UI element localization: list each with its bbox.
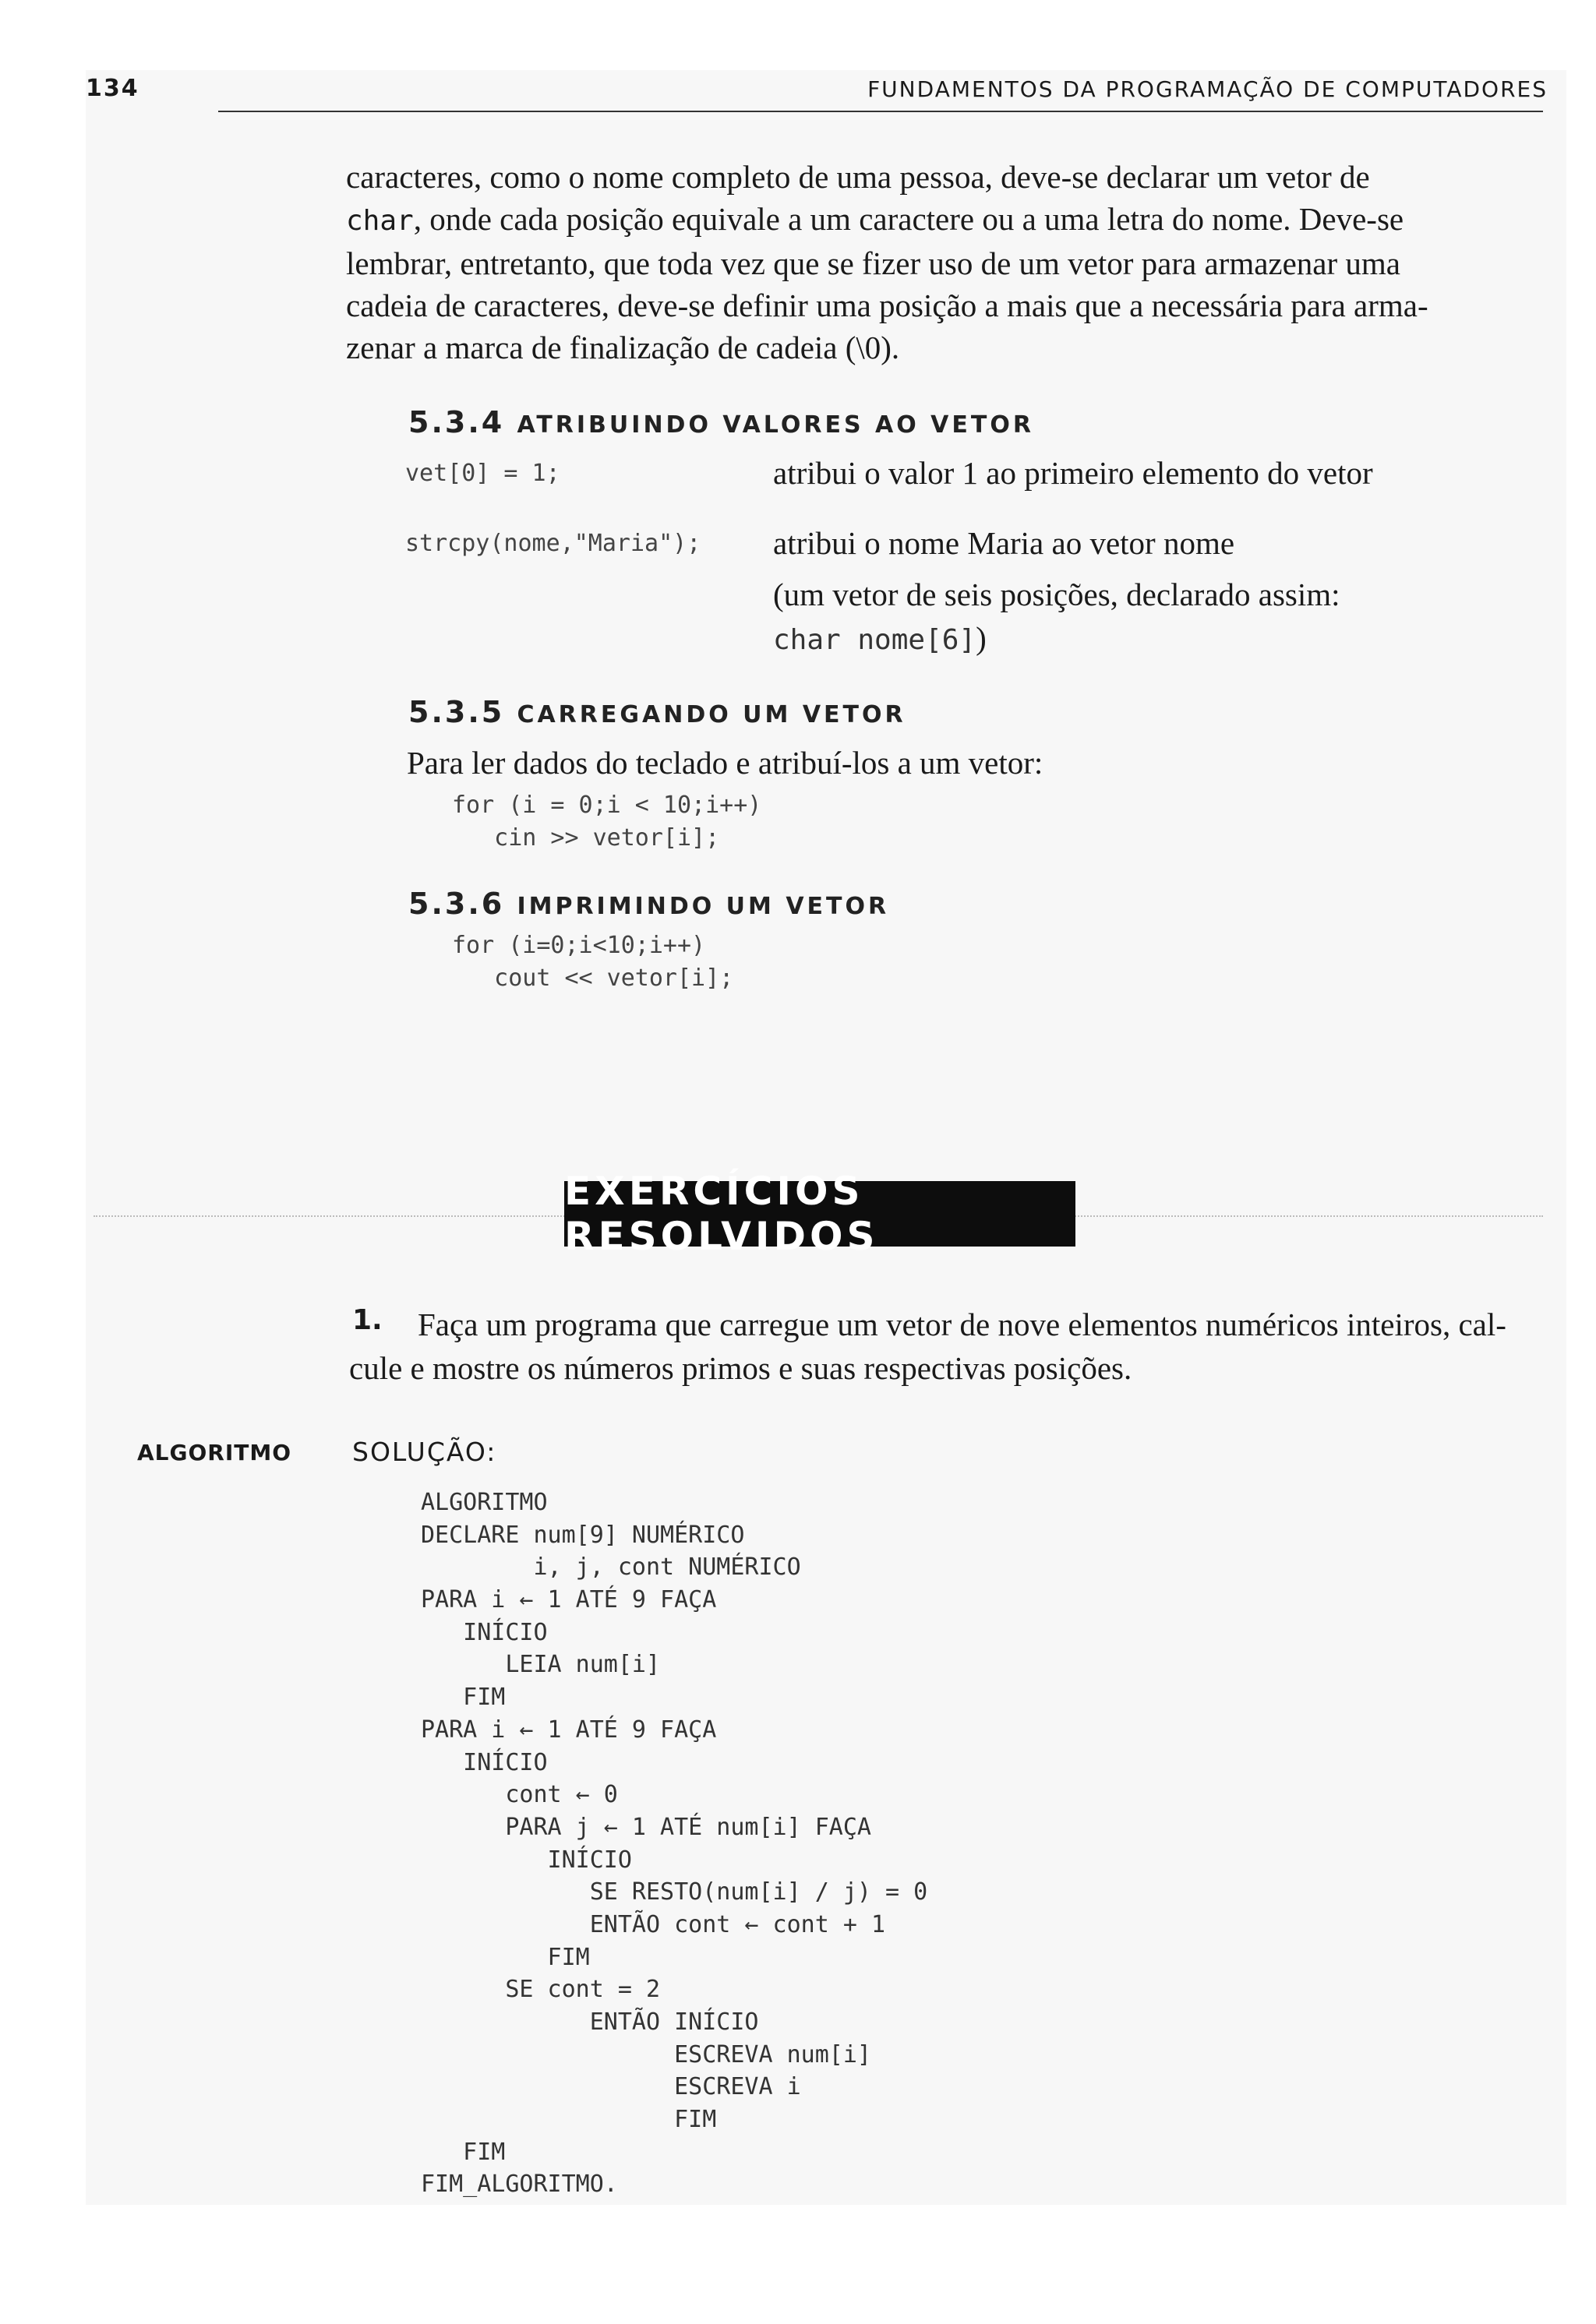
algorithm-line: FIM — [421, 1684, 506, 1712]
code-description: (um vetor de seis posições, declarado assim: — [773, 577, 1340, 612]
code-snippet: cin >> vetor[i]; — [452, 824, 720, 852]
solution-label: SOLUÇÃO: — [352, 1437, 497, 1467]
intro-line: char, onde cada posição equivale a um caractere ou a uma letra do nome. Deve-se — [346, 201, 1404, 237]
code-description: char nome[6]) — [773, 620, 987, 656]
exercise-number: 1. — [352, 1304, 383, 1336]
algorithm-line: SE cont = 2 — [421, 1976, 661, 2004]
algorithm-line: i, j, cont NUMÉRICO — [421, 1553, 801, 1582]
algorithm-line: INÍCIO — [421, 1846, 632, 1874]
algorithm-line: INÍCIO — [421, 1748, 548, 1776]
algorithm-line: ALGORITMO — [421, 1489, 548, 1516]
section-heading-5-3-4: 5.3.4 ATRIBUINDO VALORES AO VETOR — [408, 405, 1034, 439]
algorithm-line: FIM — [421, 1943, 590, 1971]
code-description: atribui o nome Maria ao vetor nome — [773, 525, 1235, 561]
algorithm-line: ESCREVA i — [421, 2073, 801, 2101]
algorithm-listing — [421, 1486, 927, 2201]
algorithm-line: ESCREVA num[i] — [421, 2040, 871, 2068]
intro-line: zenar a marca de finalização de cadeia (\0). — [346, 330, 900, 365]
code-snippet: vet[0] = 1; — [405, 460, 560, 487]
inline-code: char — [346, 205, 414, 237]
section-text: Para ler dados do teclado e atribuí-los a um vetor: — [407, 745, 1043, 781]
algorithm-line: LEIA num[i] — [421, 1651, 661, 1679]
algorithm-line: ENTÃO INÍCIO — [421, 2008, 759, 2036]
code-snippet: for (i=0;i<10;i++) — [452, 932, 706, 959]
intro-paragraph — [346, 156, 1540, 369]
algorithm-line: INÍCIO — [421, 1618, 548, 1646]
exercises-banner: EXERCÍCIOS RESOLVIDOS — [564, 1181, 1075, 1247]
header-rule — [218, 111, 1543, 112]
algorithm-line: PARA i ← 1 ATÉ 9 FAÇA — [421, 1716, 717, 1744]
algorithm-line: DECLARE num[9] NUMÉRICO — [421, 1521, 745, 1549]
algorithm-line: FIM — [421, 2138, 506, 2166]
algorithm-line: FIM — [421, 2106, 717, 2134]
side-label-algoritmo: ALGORITMO — [137, 1440, 292, 1465]
exercise-statement: Faça um programa que carregue um vetor de nove elementos numéricos inteiros, cal- — [418, 1307, 1506, 1342]
algorithm-line: FIM_ALGORITMO. — [421, 2171, 618, 2199]
algorithm-line: ENTÃO cont ← cont + 1 — [421, 1910, 886, 1938]
running-header-title: FUNDAMENTOS DA PROGRAMAÇÃO DE COMPUTADORES — [867, 76, 1548, 102]
page-number: 134 — [86, 75, 139, 102]
algorithm-line: SE RESTO(num[i] / j) = 0 — [421, 1878, 928, 1906]
code-description: atribui o valor 1 ao primeiro elemento do vetor — [773, 455, 1373, 491]
algorithm-line: PARA j ← 1 ATÉ num[i] FAÇA — [421, 1813, 871, 1841]
algorithm-line: cont ← 0 — [421, 1781, 618, 1809]
section-heading-5-3-6: 5.3.6 IMPRIMINDO UM VETOR — [408, 887, 890, 921]
intro-line: cadeia de caracteres, deve-se definir uma posição a mais que a necessária para arma- — [346, 287, 1428, 323]
intro-line: lembrar, entretanto, que toda vez que se fizer uso de um vetor para armazenar uma — [346, 245, 1400, 281]
code-snippet: strcpy(nome,"Maria"); — [405, 530, 701, 557]
code-snippet: for (i = 0;i < 10;i++) — [452, 792, 762, 819]
algorithm-line: PARA i ← 1 ATÉ 9 FAÇA — [421, 1586, 717, 1614]
section-heading-5-3-5: 5.3.5 CARREGANDO UM VETOR — [408, 695, 906, 729]
intro-line: caracteres, como o nome completo de uma pessoa, deve-se declarar um vetor de — [346, 159, 1370, 195]
exercise-statement-cont: cule e mostre os números primos e suas respectivas posições. — [349, 1350, 1132, 1386]
code-snippet: cout << vetor[i]; — [452, 965, 734, 992]
